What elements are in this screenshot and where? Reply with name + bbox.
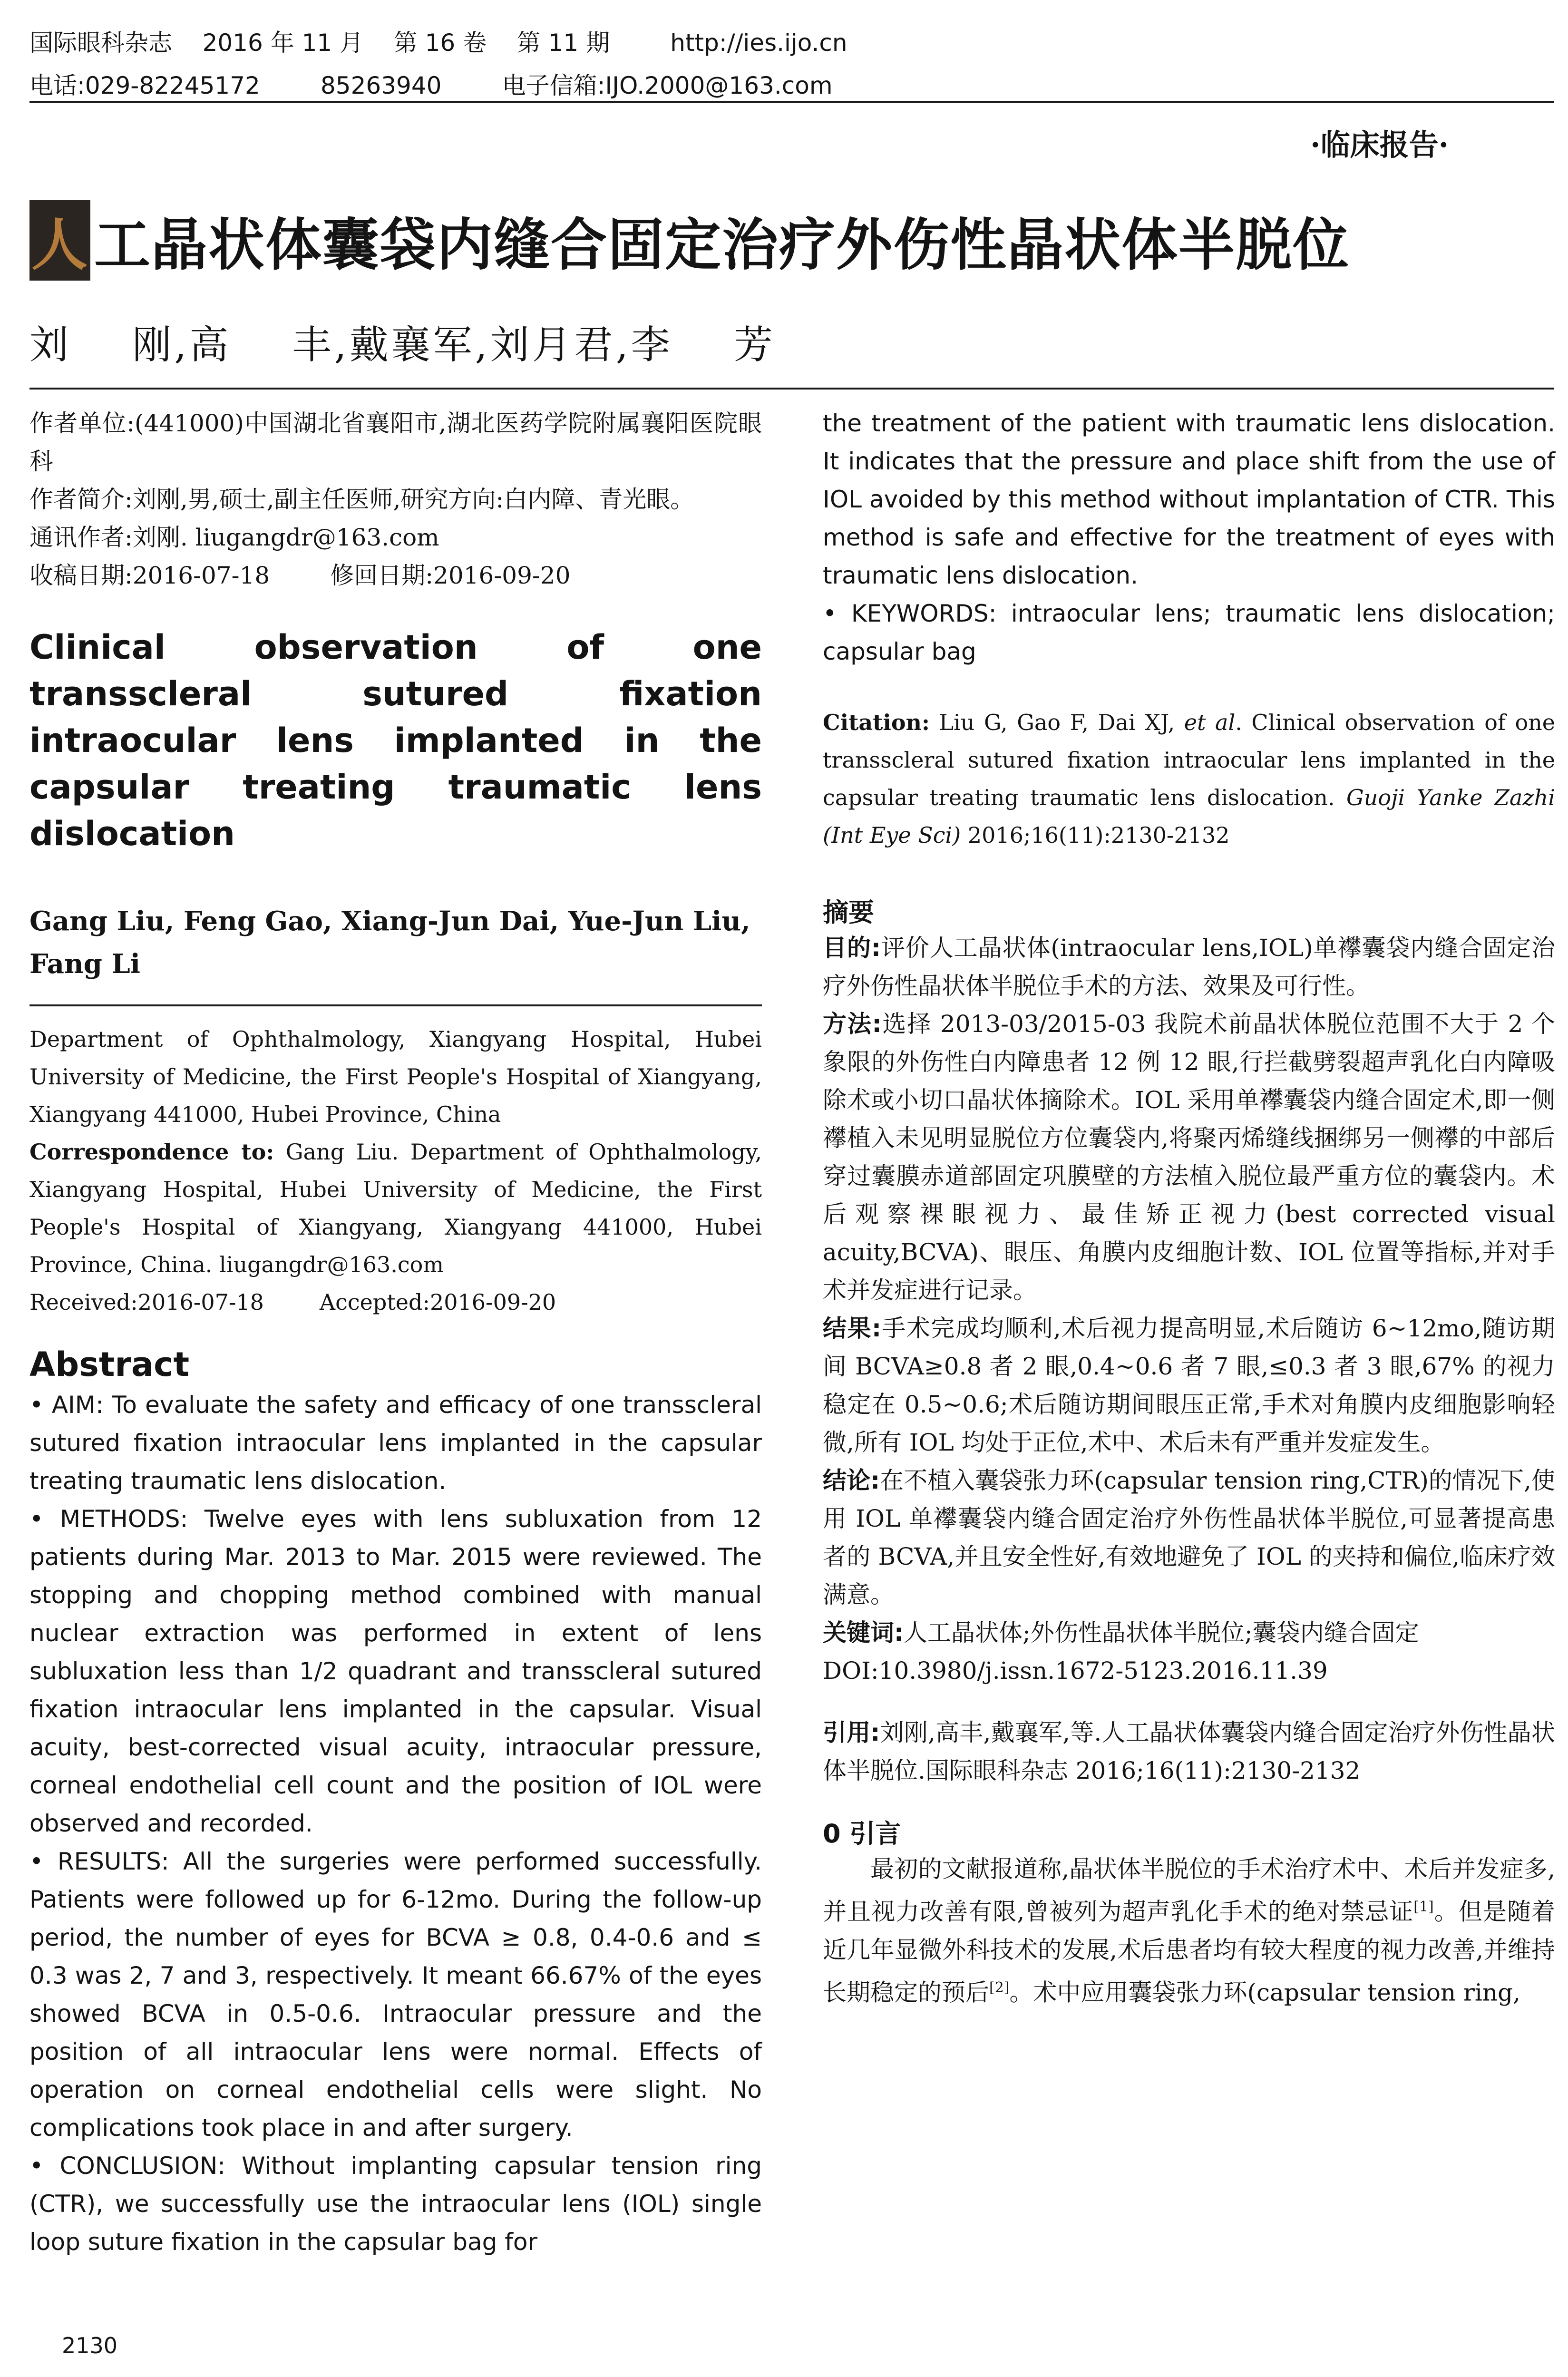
citation-label: Citation:	[823, 710, 930, 735]
cn-keywords-label: 关键词:	[823, 1619, 904, 1646]
author-intro: 作者简介:刘刚,男,硕士,副主任医师,研究方向:白内障、青光眼。	[29, 486, 694, 513]
intro-text3: 。术中应用囊袋张力环(capsular tension ring,	[1009, 1978, 1521, 2007]
cn-methods-label: 方法:	[823, 1010, 882, 1038]
cn-keywords-text: 人工晶状体;外伤性晶状体半脱位;囊袋内缝合固定	[904, 1619, 1419, 1646]
author-corr: 通讯作者:刘刚. liugangdr@163.com	[29, 524, 439, 551]
abstract-conclusion-start: • CONCLUSION: Without implanting capsular tension ring (CTR), we successfully use the intraocular lens (IOL) single loop suture fixation in the capsular bag for	[29, 2152, 762, 2256]
cn-citation-text: 刘刚,高丰,戴襄军,等.人工晶状体囊袋内缝合固定治疗外伤性晶状体半脱位.国际眼科杂志 2016;16(11):2130-2132	[823, 1719, 1555, 1784]
cn-conclusion-text: 在不植入囊袋张力环(capsular tension ring,CTR)的情况下,使用 IOL 单襻囊袋内缝合固定治疗外伤性晶状体半脱位,可显著提高患者的 BCVA,并且安全性好,有效地避免了 IOL 的夹持和偏位,临床疗效满意。	[823, 1467, 1555, 1608]
affiliation-corr	[29, 1133, 762, 1284]
intro-body	[823, 1850, 1555, 2011]
intro-ref2: [2]	[989, 1979, 1010, 1996]
abstract-body	[29, 1386, 762, 2261]
cn-aim	[823, 929, 1555, 1005]
affiliation-dept: Department of Ophthalmology, Xiangyang Hospital, Hubei University of Medicine, the First People's Hospital of Xiangyang, Xiangyang 441000, Hubei Province, China	[29, 1026, 762, 1127]
intro-ref1: [1]	[1413, 1899, 1434, 1915]
english-authors: Gang Liu, Feng Gao, Xiang-Jun Dai, Yue-Jun Liu, Fang Li	[29, 906, 750, 980]
corr-label: Correspondence to:	[29, 1139, 274, 1165]
intro-text2: 。但是随着近几年显微外科技术的发展,术后患者均有较大程度的视力改善,并维持长期稳定的预后	[823, 1898, 1555, 2007]
cn-keywords	[823, 1614, 1555, 1652]
abstract-heading: Abstract	[29, 1345, 190, 1384]
cn-abstract-body	[823, 929, 1555, 1690]
intro-text1: 最初的文献报道称,晶状体半脱位的手术治疗术中、术后并发症多,并且视力改善有限,曾被列为超声乳化手术的绝对禁忌证	[823, 1855, 1555, 1926]
abstract-aim: • AIM: To evaluate the safety and efficacy of one transscleral sutured fixation intraocular lens implanted in the capsular treating traumatic lens dislocation.	[29, 1391, 762, 1495]
cn-aim-label: 目的:	[823, 934, 881, 962]
abstract-continued	[823, 404, 1555, 671]
abstract-conclusion-cont: the treatment of the patient with traumatic lens dislocation. It indicates that the pressure and place shift from the use of IOL avoided by this method without implantation of CTR. This method is safe and effective for the treatment of eyes with traumatic lens dislocation.	[823, 409, 1555, 589]
author-unit: 作者单位:(441000)中国湖北省襄阳市,湖北医药学院附属襄阳医院眼科	[29, 409, 762, 475]
page-number: 2130	[62, 2333, 118, 2358]
section-label: ·临床报告·	[1310, 127, 1449, 162]
cn-conclusion	[823, 1461, 1555, 1614]
citation-text: Liu G, Gao F, Dai XJ,	[929, 710, 1184, 735]
cn-methods-text: 选择 2013-03/2015-03 我院术前晶状体脱位范围不大于 2 个象限的外伤性白内障患者 12 例 12 眼,行拦截劈裂超声乳化白内障吸除术或小切口晶状体摘除术。IOL 采用单襻囊袋内缝合固定术,即一侧襻植入未见明显脱位方位囊袋内,将聚丙烯缝线捆绑另一侧襻的中部后穿过囊膜赤道部固定巩膜壁的方法植入脱位最严重方位的囊袋内。术后观察裸眼视力、最佳矫正视力(best corrected visual acuity,BCVA)、眼压、角膜内皮细胞计数、IOL 位置等指标,并对手术并发症进行记录。	[823, 1010, 1555, 1304]
cn-aim-text: 评价人工晶状体(intraocular lens,IOL)单襻囊袋内缝合固定治疗外伤性晶状体半脱位手术的方法、效果及可行性。	[823, 934, 1555, 1000]
cn-methods	[823, 1005, 1555, 1309]
title-rule	[29, 388, 1554, 390]
author-info	[29, 404, 762, 594]
citation-etal: et al	[1184, 710, 1236, 735]
cn-results	[823, 1309, 1555, 1461]
cn-results-label: 结果:	[823, 1315, 881, 1342]
abstract-results: • RESULTS: All the surgeries were performed successfully. Patients were followed up for 6-12mo. During the follow-up period, the number of eyes for BCVA ≥ 0.8, 0.4-0.6 and ≤ 0.3 was 2, 7 and 3, respectively. It meant 66.67% of the eyes showed BCVA in 0.5-0.6. Intraocular pressure and the position of all intraocular lens were normal. Effects of operation on corneal endothelial cells were slight. No complications took place in and after surgery.	[29, 1848, 762, 2142]
author-dates: 收稿日期:2016-07-18 修回日期:2016-09-20	[29, 562, 571, 589]
right-column	[823, 404, 1555, 2011]
affiliation	[29, 1021, 762, 1321]
citation-en	[823, 704, 1555, 854]
title-rest: 工晶状体囊袋内缝合固定治疗外伤性晶状体半脱位	[94, 212, 1350, 278]
cn-citation-label: 引用:	[823, 1719, 880, 1746]
left-column	[29, 404, 762, 2261]
journal-header-line1: 国际眼科杂志 2016 年 11 月 第 16 卷 第 11 期 http://ies.ijo.cn	[29, 29, 847, 57]
cn-doi: DOI:10.3980/j.issn.1672-5123.2016.11.39	[823, 1657, 1328, 1685]
citation-text3: 2016;16(11):2130-2132	[961, 822, 1230, 848]
affiliation-dates: Received:2016-07-18 Accepted:2016-09-20	[29, 1289, 556, 1315]
cn-abstract-heading: 摘要	[823, 897, 874, 927]
cn-results-text: 手术完成均顺利,术后视力提高明显,术后随访 6~12mo,随访期间 BCVA≥0.8 者 2 眼,0.4~0.6 者 7 眼,≤0.3 者 3 眼,67% 的视力稳定在 0.5~0.6;术后随访期间眼压正常,手术对角膜内皮细胞影响轻微,所有 IOL 均处于正位,术中、术后未有严重并发症发生。	[823, 1315, 1555, 1456]
cn-conclusion-label: 结论:	[823, 1467, 880, 1494]
affiliation-rule	[29, 1004, 762, 1006]
citation-journal: Guoji Yanke Zazhi (Int Eye Sci)	[823, 785, 1555, 848]
journal-header-line2: 电话:029-82245172 85263940 电子信箱:IJO.2000@163.com	[29, 72, 833, 99]
corr-text: Gang Liu. Department of Ophthalmology, Xiangyang Hospital, Hubei University of Medicine, the First People's Hospital of Xiangyang, Xiangyang 441000, Hubei Province, China. liugangdr@163.com	[29, 1139, 762, 1277]
english-title: Clinical observation of one transscleral sutured fixation intraocular lens implanted in the capsular treating traumatic lens dislocation	[29, 628, 762, 853]
header-rule	[29, 101, 1554, 103]
title-first-char: 人	[29, 200, 90, 281]
authors-cn: 刘 刚,高 丰,戴襄军,刘月君,李 芳	[29, 322, 776, 368]
abstract-keywords: • KEYWORDS: intraocular lens; traumatic lens dislocation; capsular bag	[823, 600, 1555, 665]
paper-title	[29, 200, 1350, 281]
abstract-methods: • METHODS: Twelve eyes with lens subluxation from 12 patients during Mar. 2013 to Mar. 2015 were reviewed. The stopping and chopping method combined with manual nuclear extraction was performed in extent of lens subluxation less than 1/2 quadrant and transscleral sutured fixation intraocular lens implanted in the capsular. Visual acuity, best-corrected visual acuity, intraocular pressure, corneal endothelial cell count and the position of IOL were observed and recorded.	[29, 1505, 762, 1837]
intro-heading: 0 引言	[823, 1819, 901, 1849]
citation-text2: . Clinical observation of one transscleral sutured fixation intraocular lens implanted in the capsular treating traumatic lens dislocation.	[823, 710, 1556, 810]
cn-citation	[823, 1714, 1555, 1790]
